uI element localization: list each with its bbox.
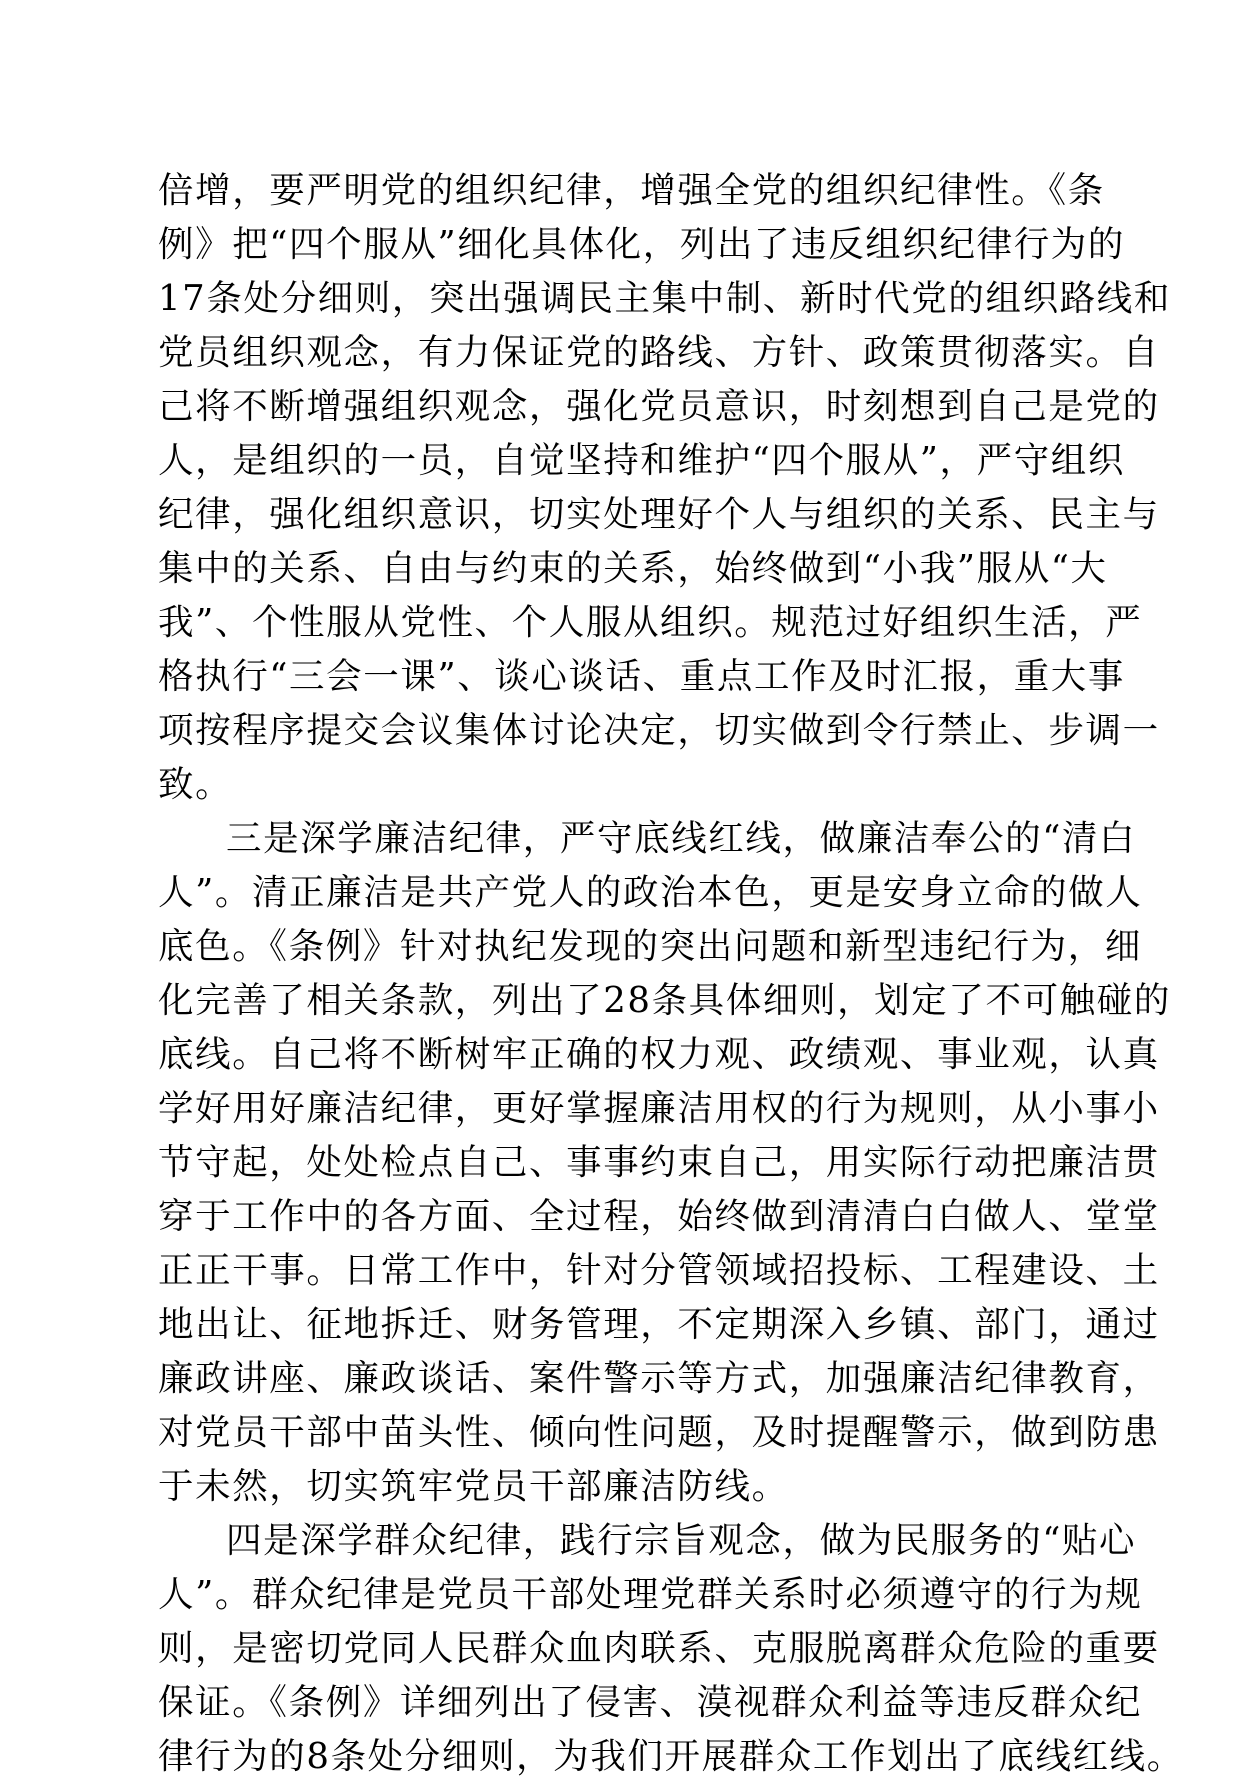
text-line: 党员组织观念，有力保证党的路线、方针、政策贯彻落实。自 (158, 332, 1160, 373)
text-line: 17条处分细则，突出强调民主集中制、新时代党的组织路线和 (158, 278, 1171, 319)
paragraph-end-line: 致。 (158, 764, 233, 805)
paragraph-first-line: 四是深学群众纪律，践行宗旨观念，做为民服务的“贴心 (226, 1520, 1137, 1561)
text-line: 我”、个性服从党性、个人服从组织。规范过好组织生活，严 (158, 602, 1143, 643)
text-line: 格执行“三会一课”、谈心谈话、重点工作及时汇报，重大事 (158, 656, 1125, 697)
text-line: 例》把“四个服从”细化具体化，列出了违反组织纪律行为的 (158, 224, 1125, 265)
text-line: 集中的关系、自由与约束的关系，始终做到“小我”服从“大 (158, 548, 1108, 589)
text-line: 底线。自己将不断树牢正确的权力观、政绩观、事业观，认真 (158, 1034, 1160, 1075)
text-line: 人”。清正廉洁是共产党人的政治本色，更是安身立命的做人 (158, 872, 1143, 913)
text-line: 化完善了相关条款，列出了28条具体细则，划定了不可触碰的 (158, 980, 1171, 1021)
text-line: 廉政讲座、廉政谈话、案件警示等方式，加强廉洁纪律教育， (158, 1358, 1160, 1399)
text-line: 纪律，强化组织意识，切实处理好个人与组织的关系、民主与 (158, 494, 1160, 535)
paragraph-end-line: 于未然，切实筑牢党员干部廉洁防线。 (158, 1466, 789, 1507)
text-line: 穿于工作中的各方面、全过程，始终做到清清白白做人、堂堂 (158, 1196, 1160, 1237)
text-line: 地出让、征地拆迁、财务管理，不定期深入乡镇、部门，通过 (158, 1304, 1160, 1345)
text-line: 人”。群众纪律是党员干部处理党群关系时必须遵守的行为规 (158, 1574, 1143, 1615)
text-line: 律行为的8条处分细则，为我们开展群众工作划出了底线红线。 (158, 1736, 1184, 1777)
text-line: 底色。《条例》针对执纪发现的突出问题和新型违纪行为，细 (158, 926, 1142, 967)
text-line: 节守起，处处检点自己、事事约束自己，用实际行动把廉洁贯 (158, 1142, 1160, 1183)
text-line: 则，是密切党同人民群众血肉联系、克服脱离群众危险的重要 (158, 1628, 1160, 1669)
text-line: 正正干事。日常工作中，针对分管领域招投标、工程建设、土 (158, 1250, 1160, 1291)
text-line: 项按程序提交会议集体讨论决定，切实做到令行禁止、步调一 (158, 710, 1160, 751)
text-line: 学好用好廉洁纪律，更好掌握廉洁用权的行为规则，从小事小 (158, 1088, 1160, 1129)
text-line: 保证。《条例》详细列出了侵害、漠视群众利益等违反群众纪 (158, 1682, 1142, 1723)
text-line: 对党员干部中苗头性、倾向性问题，及时提醒警示，做到防患 (158, 1412, 1160, 1453)
paragraph-first-line: 三是深学廉洁纪律，严守底线红线，做廉洁奉公的“清白 (226, 818, 1137, 859)
text-line: 己将不断增强组织观念，强化党员意识，时刻想到自己是党的 (158, 386, 1160, 427)
text-line: 人，是组织的一员，自觉坚持和维护“四个服从”，严守组织 (158, 440, 1125, 481)
text-line: 倍增，要严明党的组织纪律，增强全党的组织纪律性。《条 (158, 170, 1105, 211)
